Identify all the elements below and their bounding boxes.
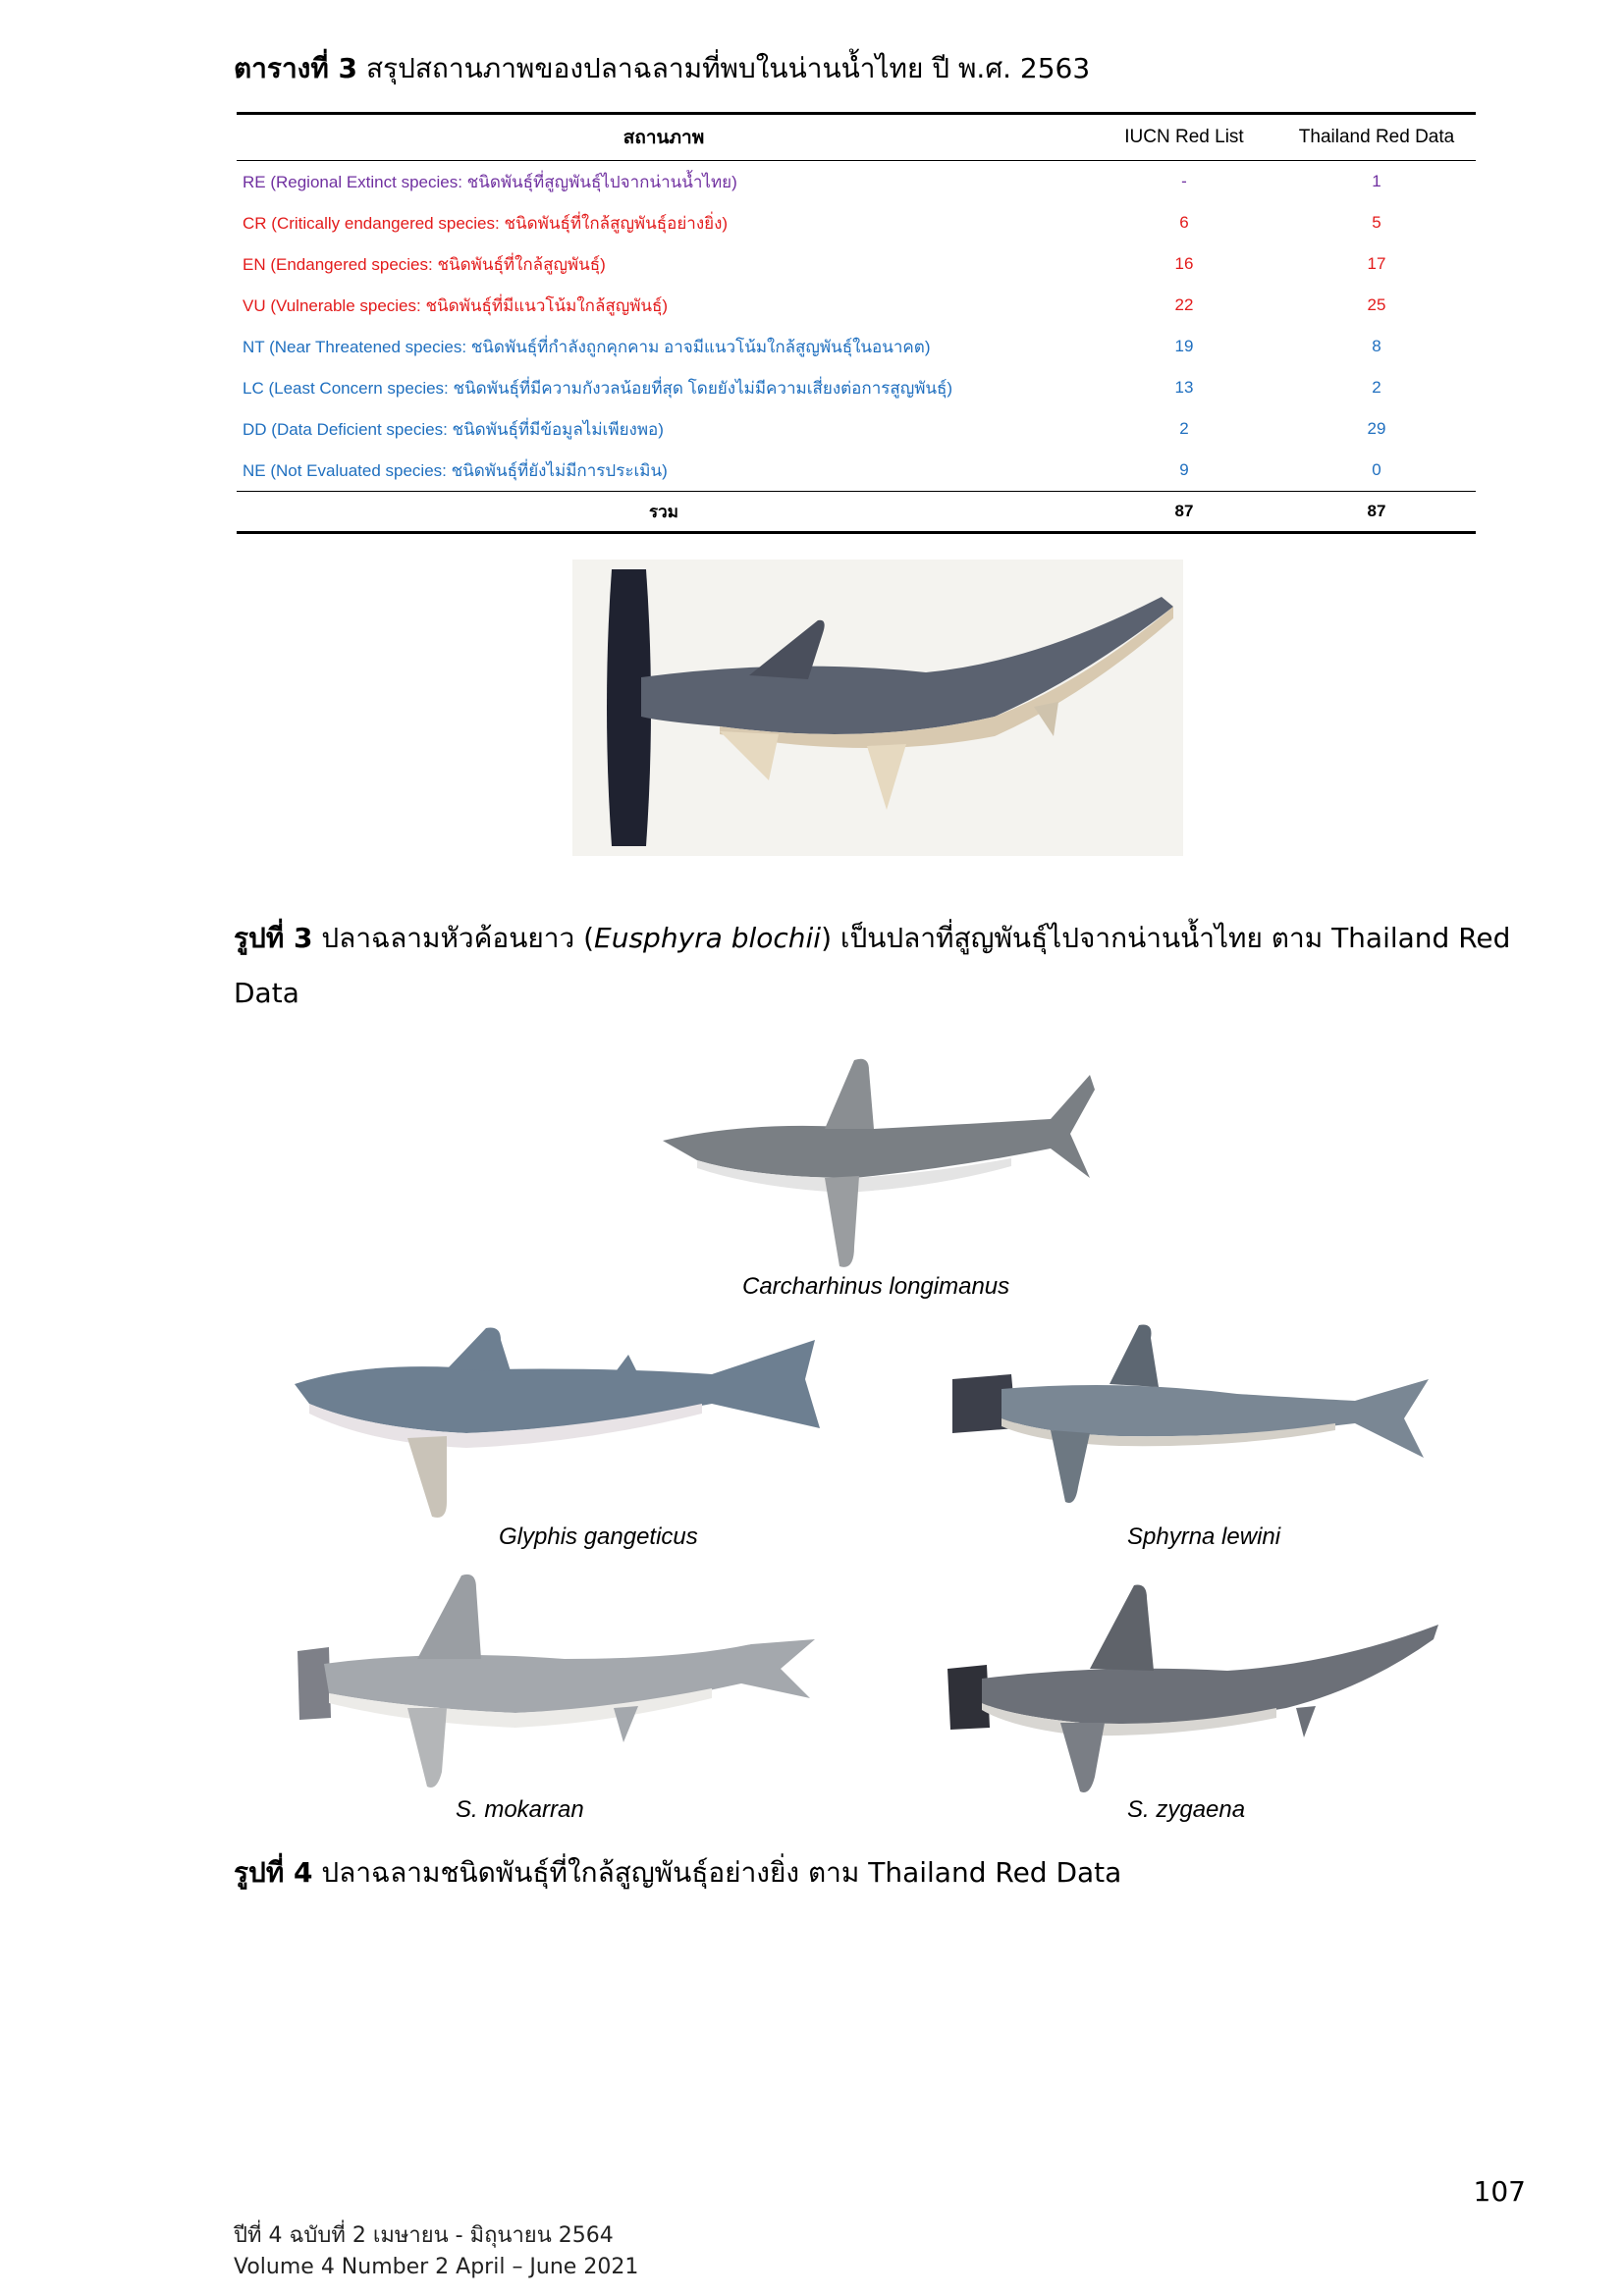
iucn-value-cell: 16 [1174, 254, 1194, 273]
iucn-value-cell: 2 [1179, 419, 1189, 438]
total-iucn: 87 [1091, 492, 1277, 533]
figure4-label: รูปที่ 4 [234, 1856, 313, 1889]
iucn-value-cell: 19 [1174, 337, 1194, 355]
status-cell: NE (Not Evaluated species: ชนิดพันธุ์ที่ยังไม่มีการประเมิน) [243, 460, 668, 480]
figure3-species: Eusphyra blochii [594, 922, 822, 954]
figure3-shark-photo [572, 560, 1183, 856]
status-cell: NT (Near Threatened species: ชนิดพันธุ์ที่กำลังถูกคุกคาม อาจมีแนวโน้มใกล้สูญพันธุ์ในอนาคต) [243, 337, 931, 356]
iucn-value-cell: 22 [1174, 295, 1194, 314]
status-table [237, 112, 1476, 534]
thailand-value-cell: 2 [1372, 378, 1381, 397]
table-row [237, 161, 1476, 203]
status-cell: DD (Data Deficient species: ชนิดพันธุ์ที่มีข้อมูลไม่เพียงพอ) [243, 419, 664, 439]
table-body [237, 161, 1476, 533]
header-status: สถานภาพ [237, 114, 1091, 161]
species-label-carcharhinus: Carcharhinus longimanus [742, 1273, 1010, 1300]
status-cell: RE (Regional Extinct species: ชนิดพันธุ์ที่สูญพันธุ์ไปจากน่านน้ำไทย) [243, 172, 737, 191]
iucn-value-cell: 6 [1179, 213, 1189, 232]
shark-photo-zygaena [943, 1580, 1443, 1796]
iucn-value-cell: 9 [1179, 460, 1189, 479]
footer-volume-english: Volume 4 Number 2 April – June 2021 [234, 2255, 639, 2279]
table-row [237, 243, 1476, 285]
table-header-row [237, 114, 1476, 161]
figure4-caption [234, 1845, 1121, 1900]
table-row [237, 367, 1476, 408]
table-caption [234, 47, 1090, 90]
shark-photo-sphyrna-lewini [943, 1320, 1434, 1517]
shark-photo-carcharhinus [658, 1050, 1100, 1276]
species-label-zygaena: S. zygaena [1127, 1796, 1246, 1823]
table-row [237, 285, 1476, 326]
thailand-value-cell: 17 [1367, 254, 1386, 273]
header-iucn: IUCN Red List [1091, 114, 1277, 161]
header-thailand: Thailand Red Data [1277, 114, 1476, 161]
species-label-mokarran: S. mokarran [456, 1796, 584, 1823]
figure3-caption [234, 911, 1524, 1021]
figure4-text: ปลาฉลามชนิดพันธุ์ที่ใกล้สูญพันธุ์อย่างยิ่ง ตาม Thailand Red Data [321, 1856, 1122, 1889]
status-cell: CR (Critically endangered species: ชนิดพันธุ์ที่ใกล้สูญพันธุ์อย่างยิ่ง) [243, 213, 729, 233]
figure3-text-before: ปลาฉลามหัวค้อนยาว ( [321, 922, 595, 954]
iucn-value-cell: 13 [1174, 378, 1194, 397]
status-cell: EN (Endangered species: ชนิดพันธุ์ที่ใกล้สูญพันธุ์) [243, 254, 606, 274]
table-caption-text: สรุปสถานภาพของปลาฉลามที่พบในน่านน้ำไทย ปี พ.ศ. 2563 [365, 52, 1091, 84]
species-label-sphyrna-lewini: Sphyrna lewini [1127, 1523, 1281, 1550]
table-row [237, 408, 1476, 450]
page-number: 107 [1473, 2175, 1526, 2208]
table-total-row [237, 492, 1476, 533]
thailand-value-cell: 25 [1367, 295, 1386, 314]
footer-volume-thai: ปีที่ 4 ฉบับที่ 2 เมษายน - มิถุนายน 2564 [234, 2223, 614, 2248]
thailand-value-cell: 0 [1372, 460, 1381, 479]
shark-photo-mokarran [290, 1571, 820, 1796]
iucn-value-cell: - [1181, 172, 1187, 190]
figure3-text-after: ) เป็นปลาที่สูญพันธุ์ไปจากน่านน้ำไทย ตาม Thailand Red Data [234, 922, 1511, 1009]
status-cell: VU (Vulnerable species: ชนิดพันธุ์ที่มีแนวโน้มใกล้สูญพันธุ์) [243, 295, 669, 315]
total-label: รวม [237, 492, 1091, 533]
species-label-glyphis: Glyphis gangeticus [499, 1523, 698, 1550]
thailand-value-cell: 5 [1372, 213, 1381, 232]
status-cell: LC (Least Concern species: ชนิดพันธุ์ที่มีความกังวลน้อยที่สุด โดยยังไม่มีความเสี่ยงต่อการสูญพันธุ์) [243, 378, 953, 398]
table-row [237, 326, 1476, 367]
thailand-value-cell: 8 [1372, 337, 1381, 355]
thailand-value-cell: 1 [1372, 172, 1381, 190]
table-row [237, 450, 1476, 492]
total-thailand: 87 [1277, 492, 1476, 533]
table-caption-label: ตารางที่ 3 [234, 52, 358, 84]
figure3-label: รูปที่ 3 [234, 922, 313, 954]
table-row [237, 202, 1476, 243]
thailand-value-cell: 29 [1367, 419, 1386, 438]
shark-photo-glyphis [290, 1320, 820, 1526]
